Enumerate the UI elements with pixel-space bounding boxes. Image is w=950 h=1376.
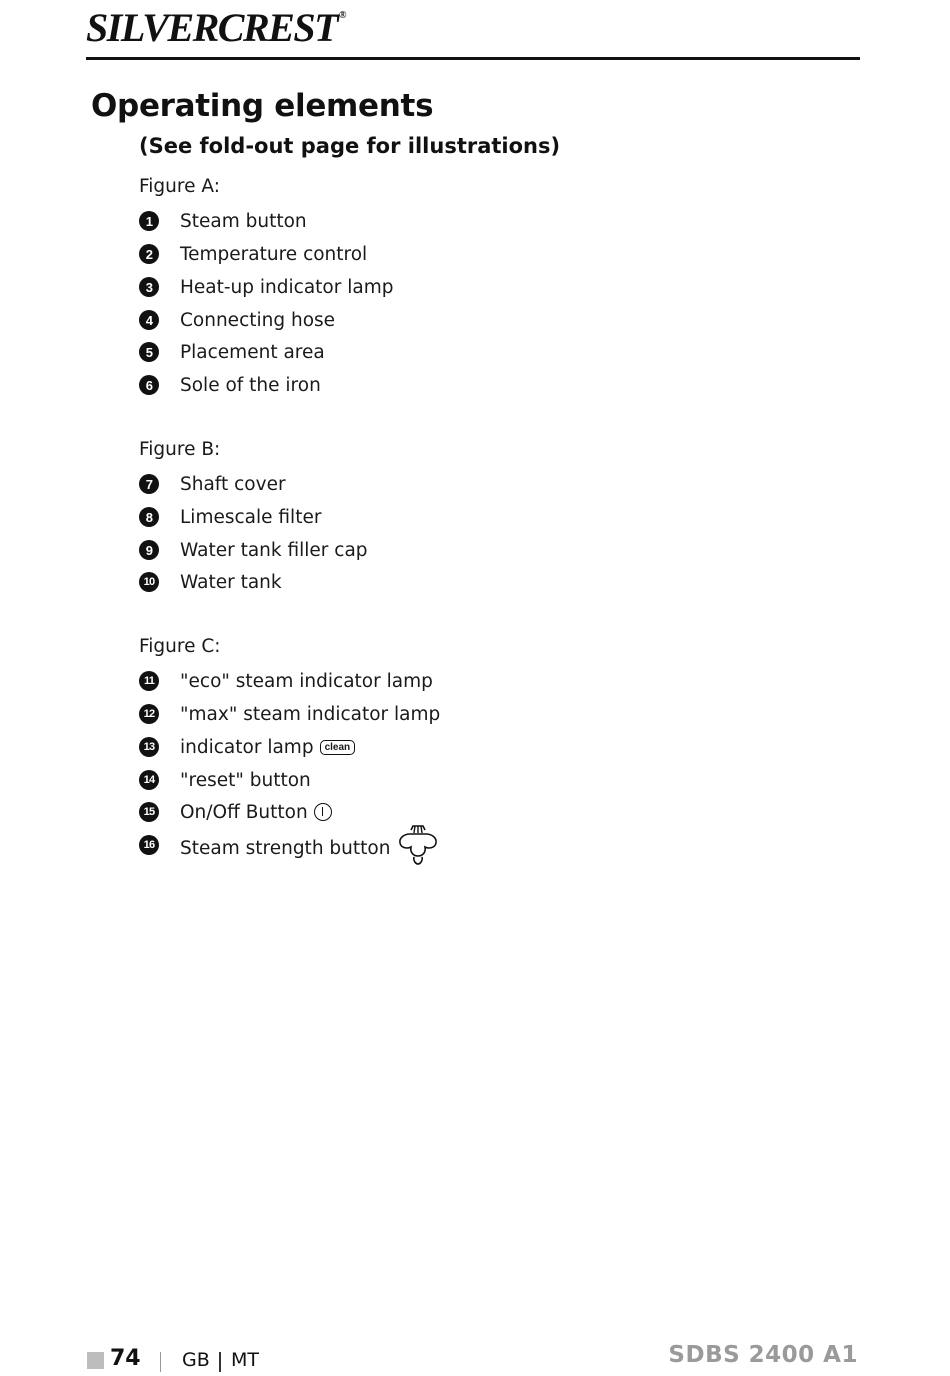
item-number: 5 <box>139 342 159 362</box>
list-item <box>139 472 286 496</box>
steam-strength-icon <box>394 824 442 866</box>
item-number: 16 <box>139 835 159 855</box>
item-label: Water tank filler cap <box>180 539 368 561</box>
page-title: Operating elements <box>91 88 434 124</box>
list-item <box>139 800 308 824</box>
list-item <box>139 735 351 759</box>
list-item <box>139 242 368 266</box>
item-label: On/Off Button <box>180 801 308 823</box>
item-number: 10 <box>139 572 159 592</box>
footer-divider <box>219 1352 221 1372</box>
list-item <box>139 538 368 562</box>
figure-a-heading: Figure A: <box>139 176 220 197</box>
item-number: 4 <box>139 310 159 330</box>
item-label: Sole of the iron <box>180 374 321 396</box>
language-code: GB <box>182 1349 210 1371</box>
item-label: Steam button <box>180 210 307 232</box>
item-label: Connecting hose <box>180 309 336 331</box>
item-label: "reset" button <box>180 769 311 791</box>
item-number: 15 <box>139 802 159 822</box>
item-number: 14 <box>139 770 159 790</box>
clean-indicator-icon: clean <box>320 740 356 755</box>
item-number: 6 <box>139 375 159 395</box>
item-number: 1 <box>139 211 159 231</box>
list-item <box>139 340 325 364</box>
figure-b-heading: Figure B: <box>139 439 221 460</box>
list-item <box>139 669 433 693</box>
item-label: Shaft cover <box>180 473 286 495</box>
list-item <box>139 209 307 233</box>
item-number: 8 <box>139 507 159 527</box>
item-label: indicator lamp <box>180 736 314 758</box>
item-number: 13 <box>139 737 159 757</box>
item-label: "eco" steam indicator lamp <box>180 670 433 692</box>
item-number: 3 <box>139 277 159 297</box>
item-number: 7 <box>139 474 159 494</box>
page-subtitle: (See fold-out page for illustrations) <box>139 134 561 158</box>
power-icon <box>314 803 332 821</box>
registered-mark: ® <box>339 10 346 21</box>
item-label: Water tank <box>180 571 282 593</box>
list-item <box>139 702 441 726</box>
list-item <box>139 308 336 332</box>
footer-marker <box>87 1352 104 1369</box>
item-label-wrap <box>180 824 442 866</box>
item-label-wrap <box>180 737 355 758</box>
item-number: 11 <box>139 671 159 691</box>
item-number: 12 <box>139 704 159 724</box>
brand-logo <box>86 4 346 51</box>
item-number: 9 <box>139 540 159 560</box>
list-item <box>139 768 311 792</box>
list-item <box>139 833 391 859</box>
header-rule <box>86 57 860 60</box>
item-label-wrap <box>180 802 332 823</box>
footer-divider <box>160 1352 161 1372</box>
brand-name: SILVERCREST <box>86 5 338 50</box>
list-item <box>139 570 282 594</box>
model-number: SDBS 2400 A1 <box>668 1342 858 1368</box>
item-label: "max" steam indicator lamp <box>180 703 441 725</box>
page-number: 74 <box>110 1346 141 1371</box>
item-label: Temperature control <box>180 243 368 265</box>
item-label: Placement area <box>180 341 325 363</box>
item-label: Limescale filter <box>180 506 322 528</box>
list-item <box>139 373 321 397</box>
item-label: Heat-up indicator lamp <box>180 276 394 298</box>
item-number: 2 <box>139 244 159 264</box>
item-label: Steam strength button <box>180 838 391 859</box>
language-code: MT <box>231 1349 259 1371</box>
list-item <box>139 505 322 529</box>
list-item <box>139 275 394 299</box>
figure-c-heading: Figure C: <box>139 636 221 657</box>
